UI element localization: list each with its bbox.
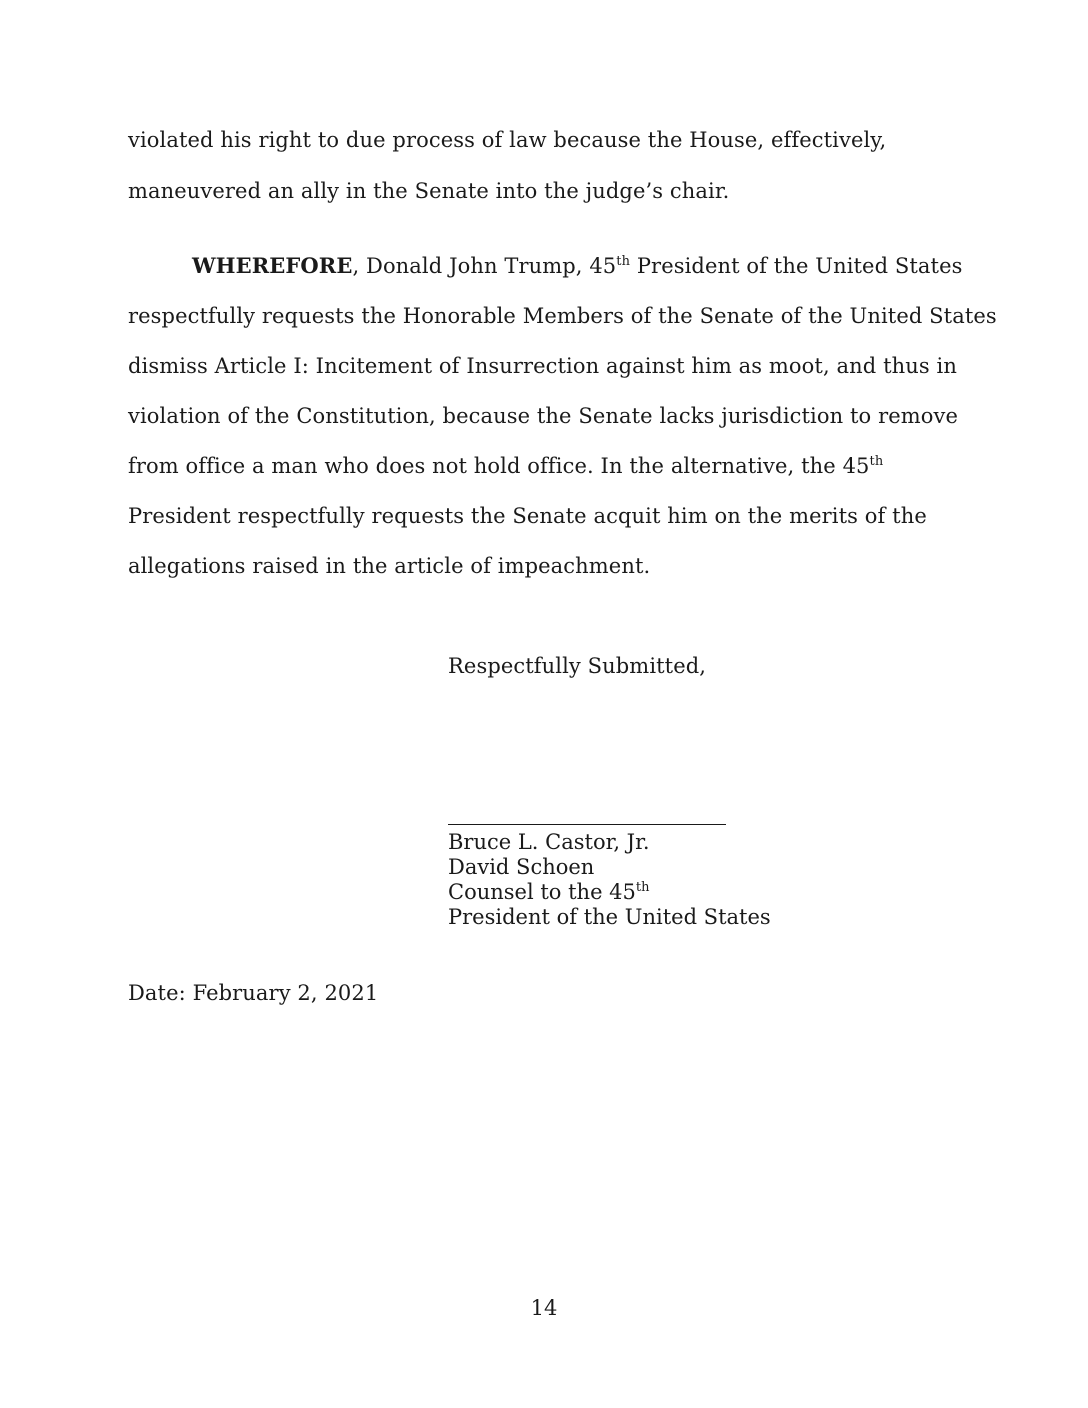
superscript-th: th <box>869 454 884 469</box>
signature-line <box>448 824 726 825</box>
wherefore-text-b: President of the United States <box>630 254 963 278</box>
wherefore-text-a: , Donald John Trump, 45 <box>352 254 617 278</box>
superscript-th: th <box>635 880 650 895</box>
superscript-th: th <box>616 254 631 269</box>
wherefore-line <box>192 252 963 280</box>
conclusion-line-4: violation of the Constitution, because the Senate lacks jurisdiction to remove <box>128 404 958 428</box>
signer-name-1: Bruce L. Castor, Jr. <box>448 830 650 854</box>
conclusion-line-7: allegations raised in the article of impeachment. <box>128 554 651 578</box>
signer-name-2: David Schoen <box>448 855 595 879</box>
conclusion-line-5 <box>128 452 883 480</box>
date-line: Date: February 2, 2021 <box>128 981 379 1005</box>
body-line-2: maneuvered an ally in the Senate into the judge’s chair. <box>128 179 730 203</box>
signer-title-1 <box>448 880 650 905</box>
signer-title-2: President of the United States <box>448 905 771 929</box>
signer-title-1-text: Counsel to the 45 <box>448 880 636 904</box>
conclusion-line-6: President respectfully requests the Senate acquit him on the merits of the <box>128 504 927 528</box>
closing-salutation: Respectfully Submitted, <box>448 654 707 678</box>
conclusion-line-5-text: from office a man who does not hold office. In the alternative, the 45 <box>128 454 870 478</box>
page-number: 14 <box>530 1296 558 1320</box>
conclusion-line-3: dismiss Article I: Incitement of Insurrection against him as moot, and thus in <box>128 354 957 378</box>
body-line-1: violated his right to due process of law because the House, effectively, <box>128 128 887 152</box>
conclusion-line-2: respectfully requests the Honorable Members of the Senate of the United States <box>128 304 997 328</box>
wherefore-keyword: WHEREFORE <box>192 253 353 278</box>
